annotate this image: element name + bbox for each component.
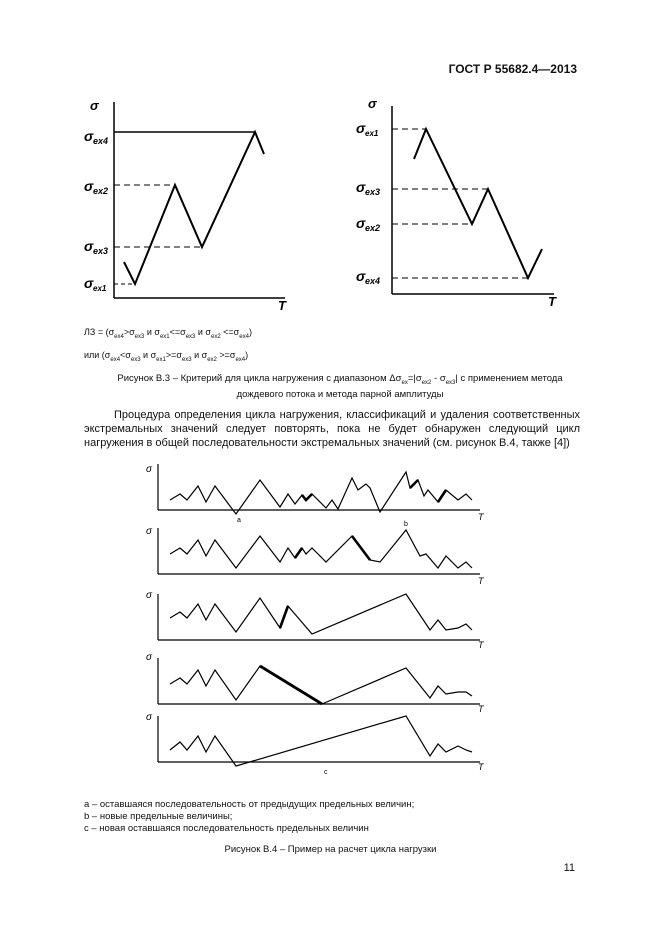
y-axis-symbol: σ	[146, 652, 153, 663]
condition-2	[84, 350, 248, 363]
label-sigma: σ	[356, 268, 366, 284]
cond-text: >σ	[123, 327, 135, 337]
panel-2	[158, 528, 480, 574]
figure-notes	[84, 799, 414, 835]
cond-text: и σ	[144, 327, 160, 337]
cond-text: и σ	[191, 350, 208, 360]
label-sigma: σ	[84, 275, 94, 291]
y-axis-symbol: σ	[146, 526, 153, 537]
label-sub: ex1	[365, 129, 379, 138]
label-sub: ex1	[93, 284, 107, 293]
label-sigma: σ	[84, 238, 94, 254]
cond-sub: ex3	[185, 333, 196, 340]
y-axis-symbol: σ	[146, 590, 153, 601]
caption-sub: ex	[401, 379, 408, 386]
marker-c: c	[324, 769, 328, 776]
label-sub: ex4	[365, 276, 381, 286]
caption-sub: ex3	[445, 379, 456, 386]
y-axis-symbol: σ	[368, 96, 377, 111]
label-sigma: σ	[84, 178, 94, 194]
cond-sub: ex3	[130, 356, 141, 363]
cond-sub: ex3	[134, 333, 145, 340]
caption-text: Рисунок В.3 – Критерий для цикла нагружения с диапазоном Δσ	[117, 373, 402, 384]
figure-b3-left-plot	[80, 92, 310, 314]
label-sigma: σ	[356, 215, 366, 231]
panel-5	[158, 716, 480, 766]
panel-3	[158, 594, 480, 640]
note-b: b – новые предельные величины;	[84, 811, 233, 822]
figure-b3-caption	[90, 373, 590, 401]
document-code: ГОСТ Р 55682.4—2013	[448, 62, 577, 76]
caption-text: =|σ	[407, 373, 422, 384]
cond-sub: ex4	[235, 356, 246, 363]
y-axis-symbol: σ	[90, 98, 99, 113]
caption-text: | с применением метода	[455, 373, 563, 384]
condition-1	[84, 327, 252, 340]
cond-text: и σ	[195, 327, 211, 337]
cond-sub: ex2	[207, 356, 217, 363]
caption-line-2: дождевого потока и метода парной амплитуды	[236, 388, 444, 400]
label-sub: ex2	[93, 186, 109, 196]
body-paragraph: Процедура определения цикла нагружения, классификаций и удаления соответственных экстремальных значений следует повторять, пока не будет обнаружен следующий цикл нагружения в общей последовательности экстремальных значений (см. рисунок В.4, также [4])	[84, 409, 580, 449]
cond-sub: ex1	[159, 333, 170, 340]
label-sub: ex3	[93, 246, 109, 256]
cond-sub: ex4	[114, 333, 124, 340]
label-sub: ex4	[93, 136, 109, 146]
cond-text: или (σ	[84, 350, 111, 360]
cond-sub: ex4	[239, 333, 249, 340]
label-sub: ex2	[365, 223, 381, 233]
note-c: c – новая оставшаяся последовательность предельных величин	[84, 823, 369, 834]
cond-text: <=σ	[169, 327, 186, 337]
y-axis-symbol: σ	[146, 712, 153, 723]
x-axis-symbol: T	[478, 640, 484, 650]
panel-1	[158, 464, 480, 514]
cond-sub: ex2	[210, 333, 221, 340]
x-axis-symbol: T	[478, 762, 484, 772]
caption-sub: ex2	[421, 379, 432, 386]
marker-a: a	[237, 517, 241, 524]
x-axis-symbol: T	[548, 294, 556, 309]
panel-4	[158, 658, 480, 704]
cond-sub: ex1	[156, 356, 166, 363]
x-axis-symbol: T	[278, 298, 286, 313]
figure-b4-caption: Рисунок В.4 – Пример на расчет цикла нагрузки	[224, 844, 437, 855]
cond-text: ЛЗ = (σ	[84, 327, 115, 337]
cond-sub: ex3	[181, 356, 192, 363]
y-axis-symbol: σ	[146, 464, 153, 475]
cond-text: <σ	[120, 350, 131, 360]
x-axis-symbol: T	[478, 704, 484, 714]
cond-sub: ex4	[110, 356, 121, 363]
page-number: 11	[563, 862, 575, 874]
label-sigma: σ	[356, 179, 366, 195]
marker-b: b	[404, 521, 408, 528]
note-a: a – оставшаяся последовательность от предыдущих предельных величин;	[84, 799, 415, 810]
caption-text: - σ	[431, 373, 446, 384]
cond-text: )	[245, 350, 249, 360]
cond-text: и σ	[140, 350, 157, 360]
cond-text: )	[248, 327, 252, 337]
cond-text: <=σ	[220, 327, 240, 337]
figure-b3-right-plot	[350, 92, 580, 314]
cond-text: >=σ	[165, 350, 182, 360]
label-sigma: σ	[356, 120, 366, 136]
x-axis-symbol: T	[478, 576, 484, 586]
cond-text: >=σ	[216, 350, 236, 360]
x-axis-symbol: T	[478, 512, 484, 522]
label-sub: ex3	[365, 187, 381, 197]
label-sigma: σ	[84, 128, 94, 144]
figure-b4	[140, 462, 500, 792]
